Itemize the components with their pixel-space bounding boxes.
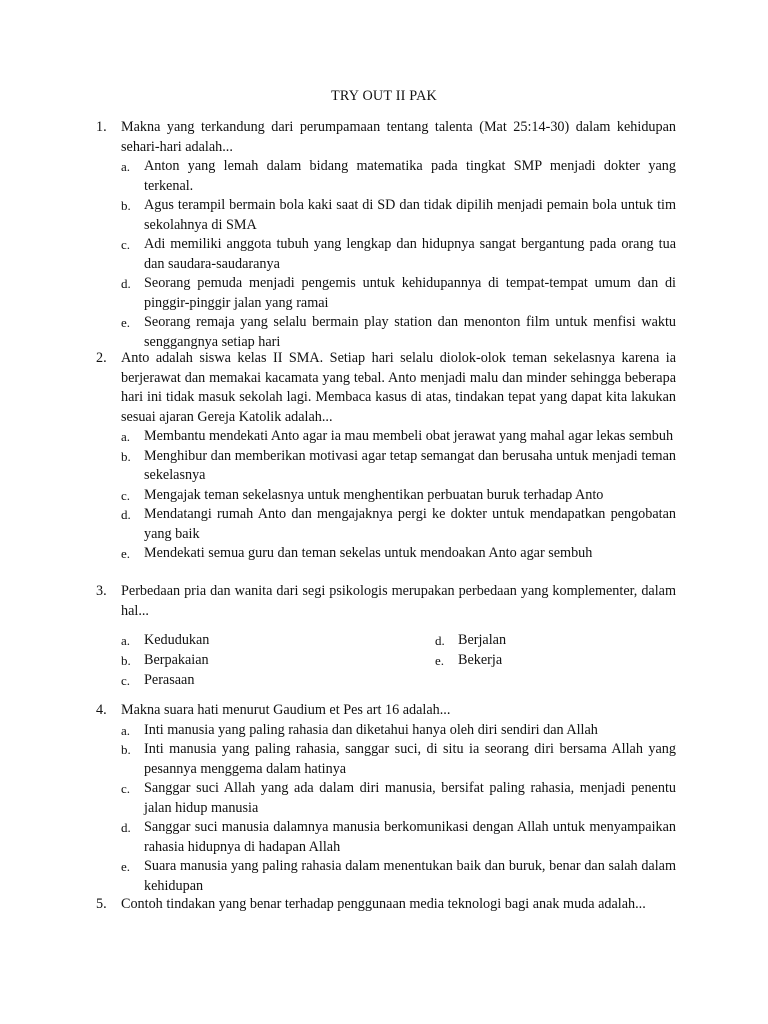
option-text: Suara manusia yang paling rahasia dalam menentukan baik dan buruk, benar dan salah dalam kehidupan (144, 858, 676, 894)
option-text: Kedudukan (144, 632, 210, 648)
option-text: Berjalan (458, 632, 507, 648)
option-letter: d. (435, 633, 445, 648)
option-e (121, 313, 676, 352)
option-text: Anton yang lemah dalam bidang matematika pada tingkat SMP menjadi dokter yang terkenal. (144, 158, 676, 194)
question-5 (96, 895, 676, 915)
question-stem: Makna suara hati menurut Gaudium et Pes art 16 adalah... (121, 702, 451, 718)
option-b (121, 651, 209, 671)
option-letter: c. (121, 487, 131, 503)
option-letter: a. (121, 429, 131, 444)
option-text: Mengajak teman sekelasnya untuk menghentikan perbuatan buruk terhadap Anto (144, 486, 604, 503)
question-number: 1. (96, 119, 107, 135)
option-letter: e. (121, 315, 131, 330)
option-c (121, 486, 676, 506)
option-letter: c. (121, 781, 131, 796)
option-a (121, 427, 676, 447)
option-d (121, 274, 676, 313)
option-a (121, 721, 676, 741)
option-a (121, 157, 676, 196)
option-letter: d. (121, 820, 131, 835)
question-number: 5. (96, 896, 107, 912)
page-title: TRY OUT II PAK (331, 88, 437, 104)
option-d (435, 631, 506, 651)
question-stem: Anto adalah siswa kelas II SMA. Setiap hari selalu diolok-olok teman sekelasnya karena ia berjerawat dan memakai kacamata yang tebal. Anto menjadi malu dan minder sehingga beberapa hari ini tidak masuk sekolah lagi. Membaca kasus di atas, tindakan tepat yang dapat kita lakukan sesuai ajaran Gereja Katolik adalah... (121, 350, 676, 425)
option-text: Inti manusia yang paling rahasia, sanggar suci, di situ ia seorang diri bersama Allah yang pesannya menggema dalam hatinya (144, 741, 676, 777)
option-letter: c. (121, 237, 131, 252)
option-letter: d. (121, 276, 131, 291)
option-letter: b. (121, 448, 131, 464)
option-b (121, 740, 676, 779)
option-text: Agus terampil bermain bola kaki saat di SD dan tidak dipilih menjadi pemain bola untuk tim sekolahnya di SMA (144, 197, 676, 233)
option-d (121, 818, 676, 857)
question-stem: Contoh tindakan yang benar terhadap penggunaan media teknologi bagi anak muda adalah... (121, 896, 646, 912)
option-text: Adi memiliki anggota tubuh yang lengkap dan hidupnya sangat bergantung pada orang tua dan saudara-saudaranya (144, 236, 676, 272)
option-e (121, 857, 676, 896)
question-4 (96, 701, 676, 896)
option-text: Bekerja (458, 652, 503, 668)
question-3 (96, 582, 676, 621)
option-c (121, 671, 194, 691)
option-text: Mendatangi rumah Anto dan mengajaknya pergi ke dokter untuk mendapatkan pengobatan yang baik (144, 506, 676, 542)
option-letter: a. (121, 633, 131, 648)
question-number: 4. (96, 702, 107, 718)
option-letter: d. (121, 507, 131, 522)
question-stem: Makna yang terkandung dari perumpamaan tentang talenta (Mat 25:14-30) dalam kehidupan sehari-hari adalah... (121, 119, 676, 155)
question-number: 2. (96, 350, 107, 366)
question-stem: Perbedaan pria dan wanita dari segi psikologis merupakan perbedaan yang komplementer, dalam hal... (121, 583, 676, 619)
option-letter: a. (121, 159, 131, 174)
option-text: Seorang remaja yang selalu bermain play station dan menonton film untuk menfisi waktu senggangnya setiap hari (144, 314, 676, 350)
option-text: Sanggar suci manusia dalamnya manusia berkomunikasi dengan Allah untuk menyampaikan rahasia hidupnya di hadapan Allah (144, 819, 676, 855)
option-letter: a. (121, 722, 131, 738)
option-b (121, 447, 676, 486)
option-c (121, 779, 676, 818)
question-2 (96, 349, 676, 564)
option-b (121, 196, 676, 235)
option-text: Mendekati semua guru dan teman sekelas untuk mendoakan Anto agar sembuh (144, 545, 593, 561)
question-1 (96, 118, 676, 352)
option-letter: b. (121, 198, 131, 213)
option-text: Seorang pemuda menjadi pengemis untuk kehidupannya di tempat-tempat umum dan di pinggir-pinggir jalan yang ramai (144, 275, 676, 311)
question-number: 3. (96, 583, 107, 599)
option-letter: e. (121, 546, 131, 561)
option-e (435, 651, 502, 671)
option-letter: b. (121, 742, 131, 757)
option-text: Membantu mendekati Anto agar ia mau membeli obat jerawat yang mahal agar lekas sembuh (144, 428, 674, 444)
option-letter: e. (435, 653, 445, 668)
option-c (121, 235, 676, 274)
option-text: Inti manusia yang paling rahasia dan diketahui hanya oleh diri sendiri dan Allah (144, 721, 598, 738)
option-e (121, 544, 676, 564)
option-text: Perasaan (144, 672, 195, 688)
option-d (121, 505, 676, 544)
option-text: Menghibur dan memberikan motivasi agar tetap semangat dan berusaha untuk menjadi teman sekelasnya (144, 447, 676, 483)
option-letter: c. (121, 673, 131, 688)
option-a (121, 631, 209, 651)
option-text: Sanggar suci Allah yang ada dalam diri manusia, bersifat paling rahasia, menjadi penentu jalan hidup manusia (144, 780, 676, 816)
option-letter: b. (121, 653, 131, 668)
option-text: Berpakaian (144, 652, 209, 668)
option-letter: e. (121, 859, 131, 874)
